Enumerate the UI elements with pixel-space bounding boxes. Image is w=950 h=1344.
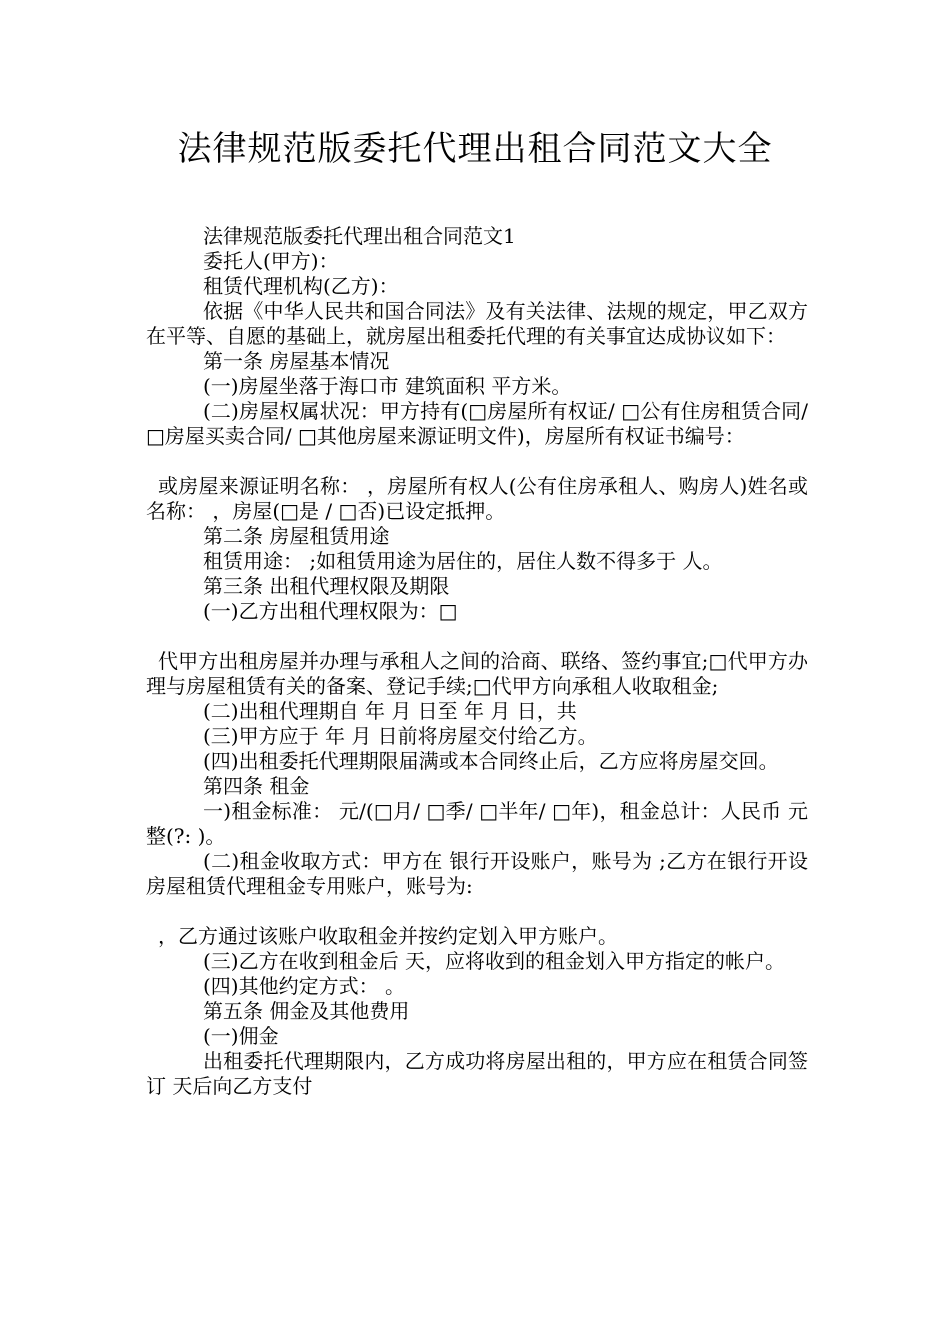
paragraph-25: 出租委托代理期限内，乙方成功将房屋出租的，甲方应在租赁合同签订 天后向乙方支付	[146, 1049, 808, 1098]
paragraph-10: 租赁用途： ;如租赁用途为居住的，居住人数不得多于 人。	[203, 549, 723, 573]
document-body	[146, 224, 808, 1099]
document-title: 法律规范版委托代理出租合同范文大全	[177, 129, 773, 169]
paragraph-19: (二)租金收取方式：甲方在 银行开设账户，账号为 ;乙方在银行开设房屋租赁代理租金专用账户，账号为:	[146, 849, 808, 898]
paragraph-15: (三)甲方应于 年 月 日前将房屋交付给乙方。	[203, 724, 598, 748]
paragraph-6: (一)房屋坐落于海口市 建筑面积 平方米。	[203, 374, 572, 398]
paragraph-1: 法律规范版委托代理出租合同范文1	[203, 224, 516, 248]
paragraph-11: 第三条 出租代理权限及期限	[203, 574, 450, 598]
paragraph-2: 委托人(甲方)：	[203, 249, 339, 273]
blank-line	[146, 624, 808, 649]
blank-line	[146, 449, 808, 474]
paragraph-3: 租赁代理机构(乙方)：	[203, 274, 399, 298]
paragraph-4: 依据《中华人民共和国合同法》及有关法律、法规的规定，甲乙双方在平等、自愿的基础上，就房屋出租委托代理的有关事宜达成协议如下：	[146, 299, 808, 348]
paragraph-21: (三)乙方在收到租金后 天，应将收到的租金划入甲方指定的帐户。	[203, 949, 785, 973]
paragraph-20: ，乙方通过该账户收取租金并按约定划入甲方账户。	[158, 924, 618, 948]
paragraph-9: 第二条 房屋租赁用途	[203, 524, 390, 548]
paragraph-8: 或房屋来源证明名称： ，房屋所有权人(公有住房承租人、购房人)姓名或名称： ，房屋(□是 / □否)已设定抵押。	[146, 474, 808, 523]
paragraph-16: (四)出租委托代理期限届满或本合同终止后，乙方应将房屋交回。	[203, 749, 779, 773]
paragraph-17: 第四条 租金	[203, 774, 310, 798]
paragraph-14: (二)出租代理期自 年 月 日至 年 月 日，共	[203, 699, 577, 723]
paragraph-23: 第五条 佣金及其他费用	[203, 999, 410, 1023]
paragraph-24: (一)佣金	[203, 1024, 279, 1048]
paragraph-7: (二)房屋权属状况：甲方持有(□房屋所有权证/ □公有住房租赁合同/ □房屋买卖合同/ □其他房屋来源证明文件)，房屋所有权证书编号：	[146, 399, 808, 448]
paragraph-5: 第一条 房屋基本情况	[203, 349, 390, 373]
paragraph-12: (一)乙方出租代理权限为：□	[203, 599, 458, 623]
blank-line	[146, 899, 808, 924]
paragraph-18: 一)租金标准： 元/(□月/ □季/ □半年/ □年)，租金总计：人民币 元整(?: )。	[146, 799, 808, 848]
paragraph-22: (四)其他约定方式： 。	[203, 974, 405, 998]
paragraph-13: 代甲方出租房屋并办理与承租人之间的洽商、联络、签约事宜;□代甲方办理与房屋租赁有关的备案、登记手续;□代甲方向承租人收取租金;	[146, 649, 808, 698]
